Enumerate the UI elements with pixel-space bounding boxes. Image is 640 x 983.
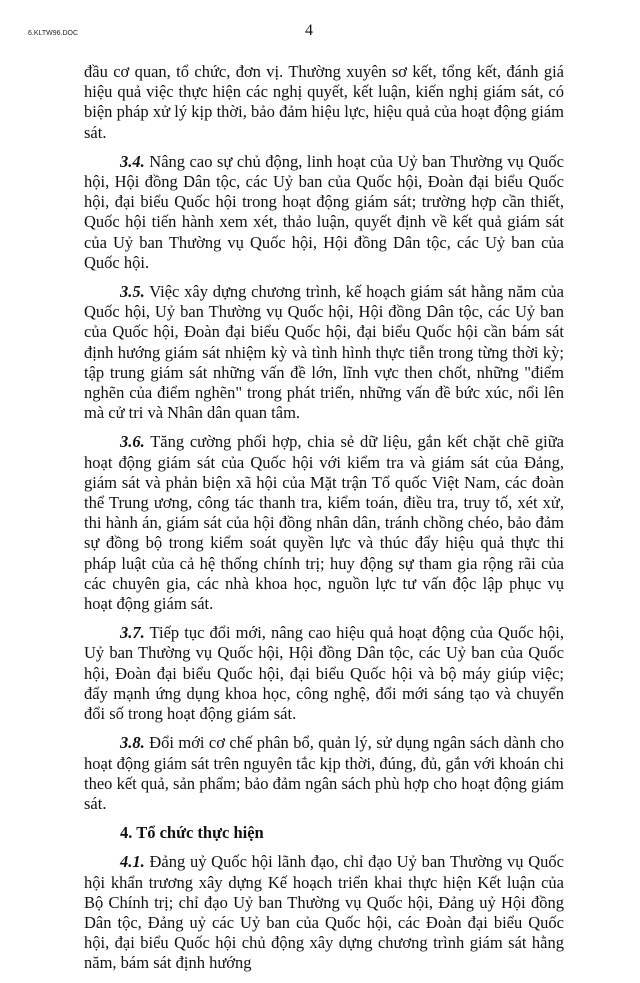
paragraph-text: Nâng cao sự chủ động, linh hoạt của Uỷ ban Thường vụ Quốc hội, Hội đồng Dân tộc, các Uỷ ban của Quốc hội, Đoàn đại biểu Quốc hội, đại biểu Quốc hội trong hoạt động giám sát; trường hợp cần thiết, Quốc hội tiến hành xem xét, thảo luận, quyết định về kết quả giám sát của Uỷ ban Thường vụ Quốc hội, Hội đồng Dân tộc, các Uỷ ban của Quốc hội. [84, 151, 564, 272]
page-number: 4 [305, 22, 313, 39]
paragraph-text: Tiếp tục đổi mới, nâng cao hiệu quả hoạt động của Quốc hội, Uỷ ban Thường vụ Quốc hội, Hội đồng Dân tộc, các Uỷ ban của Quốc hội, Đoàn đại biểu Quốc hội, đại biểu Quốc hội và bộ máy giúp việc; đẩy mạnh ứng dụng khoa học, công nghệ, đổi mới sáng tạo và chuyển đổi số trong hoạt động giám sát. [84, 623, 564, 724]
paragraph-number: 3.7. [120, 623, 145, 643]
paragraph-number: 3.8. [120, 733, 145, 753]
paragraph-3-4 [84, 152, 564, 273]
paragraph-4-1 [84, 852, 564, 973]
paragraph-3-7 [84, 623, 564, 724]
paragraph-number: 3.4. [120, 151, 145, 171]
paragraph-text: Đổi mới cơ chế phân bổ, quản lý, sử dụng ngân sách dành cho hoạt động giám sát trên nguyên tắc kịp thời, đúng, đủ, gắn với khoán chi theo kết quả, sản phẩm; bảo đảm ngân sách phù hợp cho hoạt động giám sát. [84, 733, 564, 813]
paragraph-number: 3.5. [120, 282, 145, 302]
section-heading: 4. Tổ chức thực hiện [120, 823, 264, 843]
paragraph-number: 3.6. [120, 432, 145, 452]
paragraph-text: Tăng cường phối hợp, chia sẻ dữ liệu, gắn kết chặt chẽ giữa hoạt động giám sát của Quốc hội với kiểm tra và giám sát của Đảng, giám sát và phản biện xã hội của Mặt trận Tổ quốc Việt Nam, các đoàn thể Trung ương, công tác thanh tra, kiểm toán, điều tra, truy tố, xét xử, thi hành án, giám sát của hội đồng nhân dân, tránh chồng chéo, bảo đảm sự đồng bộ trong kiểm soát quyền lực và thúc đẩy hiệu quả thực thi pháp luật của cả hệ thống chính trị; huy động sự tham gia rộng rãi của các chuyên gia, các nhà khoa học, nguồn lực tư vấn độc lập phục vụ hoạt động giám sát. [84, 432, 564, 614]
document-filename: 6.KLTW96.DOC [28, 30, 79, 37]
paragraph-3-8 [84, 733, 564, 814]
paragraph-3-6 [84, 432, 564, 614]
paragraph-text: Việc xây dựng chương trình, kế hoạch giám sát hằng năm của Quốc hội, Uỷ ban Thường vụ Quốc hội, Hội đồng Dân tộc, các Uỷ ban của Quốc hội, Đoàn đại biểu Quốc hội, đại biểu Quốc hội cần bám sát định hướng giám sát nhiệm kỳ và tình hình thực tiễn trong từng thời kỳ; tập trung giám sát những vấn đề lớn, lĩnh vực then chốt, những "điểm nghẽn của điểm nghẽn" trong phát triển, những vấn đề bức xúc, nổi lên mà cử tri và Nhân dân quan tâm. [84, 282, 564, 423]
document-body [84, 62, 564, 983]
paragraph-number: 4.1. [120, 852, 145, 872]
paragraph-text: Đảng uỷ Quốc hội lãnh đạo, chỉ đạo Uỷ ban Thường vụ Quốc hội khẩn trương xây dựng Kế hoạch triển khai thực hiện Kết luận của Bộ Chính trị; chỉ đạo Uỷ ban Thường vụ Quốc hội, Đảng uỷ Hội đồng Dân tộc, Đảng uỷ các Uỷ ban của Quốc hội, các Đoàn đại biểu Quốc hội, đại biểu Quốc hội chủ động xây dựng chương trình giám sát hằng năm, bám sát định hướng [84, 852, 564, 973]
paragraph-continuation [84, 62, 564, 143]
paragraph-text: đầu cơ quan, tổ chức, đơn vị. Thường xuyên sơ kết, tổng kết, đánh giá hiệu quả việc thực hiện các nghị quyết, kết luận, kiến nghị giám sát, có biện pháp xử lý kịp thời, bảo đảm hiệu lực, hiệu quả của hoạt động giám sát. [84, 62, 564, 142]
paragraph-3-5 [84, 282, 564, 423]
